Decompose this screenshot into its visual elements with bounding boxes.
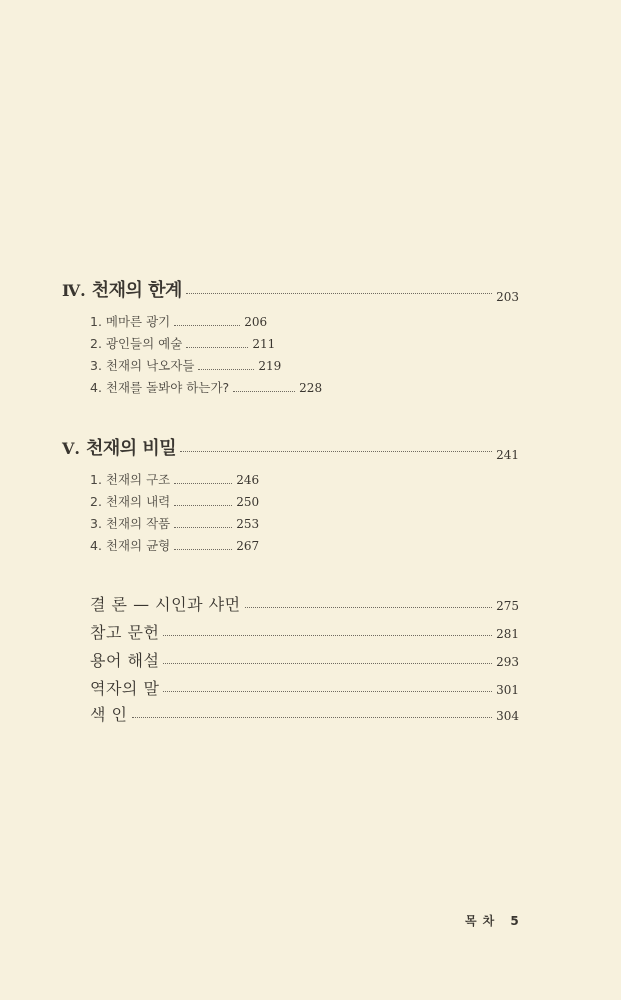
dot-leader bbox=[163, 691, 492, 692]
page-number: 281 bbox=[496, 627, 519, 641]
chapter-numeral: Ⅴ. bbox=[62, 439, 80, 458]
dot-leader bbox=[163, 663, 492, 664]
dot-leader bbox=[174, 325, 240, 326]
section-entry[interactable] bbox=[90, 470, 259, 488]
page-number: 203 bbox=[496, 290, 519, 304]
chapter-heading[interactable] bbox=[62, 434, 519, 460]
back-matter-entry[interactable] bbox=[90, 676, 519, 699]
page-number: 267 bbox=[236, 539, 260, 553]
page-footer: 목차 5 bbox=[465, 914, 525, 928]
section-entry[interactable] bbox=[90, 378, 322, 396]
chapter-numeral: Ⅳ. bbox=[62, 281, 86, 300]
back-matter-title: 색 인 bbox=[90, 705, 128, 724]
page-number: 228 bbox=[299, 381, 323, 395]
dot-leader bbox=[198, 369, 254, 370]
section-title: 1. 천재의 구조 bbox=[90, 472, 171, 487]
back-matter-entry[interactable] bbox=[90, 702, 519, 725]
back-matter-title: 용어 해설 bbox=[90, 651, 160, 670]
section-entry[interactable] bbox=[90, 492, 259, 510]
page-number: 275 bbox=[496, 599, 519, 613]
back-matter-entry[interactable] bbox=[90, 592, 519, 615]
page-number: 304 bbox=[496, 709, 519, 723]
page-number: 253 bbox=[236, 517, 260, 531]
dot-leader bbox=[132, 717, 493, 718]
back-matter-entry[interactable] bbox=[90, 648, 519, 671]
page-number: 211 bbox=[252, 337, 276, 351]
dot-leader bbox=[163, 635, 492, 636]
section-title: 3. 천재의 작품 bbox=[90, 516, 171, 531]
dot-leader bbox=[233, 391, 295, 392]
section-entry[interactable] bbox=[90, 334, 275, 352]
chapter-title: 천재의 비밀 bbox=[85, 438, 177, 459]
page-number: 246 bbox=[236, 473, 260, 487]
page-number: 206 bbox=[244, 315, 268, 329]
dot-leader bbox=[186, 293, 492, 294]
section-entry[interactable] bbox=[90, 312, 267, 330]
back-matter-title: 역자의 말 bbox=[90, 679, 160, 698]
back-matter-title: 결 론 — 시인과 샤먼 bbox=[90, 595, 241, 614]
page-number: 293 bbox=[496, 655, 519, 669]
section-entry[interactable] bbox=[90, 514, 259, 532]
dot-leader bbox=[174, 483, 232, 484]
back-matter-entry[interactable] bbox=[90, 620, 519, 643]
section-title: 4. 천재를 돌봐야 하는가? bbox=[90, 380, 230, 395]
section-title: 3. 천재의 낙오자들 bbox=[90, 358, 195, 373]
dot-leader bbox=[180, 451, 492, 452]
section-title: 2. 광인들의 예술 bbox=[90, 336, 183, 351]
dot-leader bbox=[174, 527, 232, 528]
chapter-heading[interactable] bbox=[62, 276, 519, 302]
section-entry[interactable] bbox=[90, 536, 259, 554]
page-number: 301 bbox=[496, 683, 519, 697]
chapter-title: 천재의 한계 bbox=[91, 280, 182, 301]
page-number: 250 bbox=[236, 495, 260, 509]
dot-leader bbox=[174, 505, 232, 506]
dot-leader bbox=[186, 347, 248, 348]
page-number: 241 bbox=[496, 448, 519, 462]
back-matter-title: 참고 문헌 bbox=[90, 623, 160, 642]
page-number: 219 bbox=[258, 359, 282, 373]
section-title: 2. 천재의 내력 bbox=[90, 494, 171, 509]
dot-leader bbox=[174, 549, 232, 550]
section-entry[interactable] bbox=[90, 356, 281, 374]
dot-leader bbox=[245, 607, 493, 608]
section-title: 4. 천재의 균형 bbox=[90, 538, 171, 553]
section-title: 1. 메마른 광기 bbox=[90, 314, 171, 329]
